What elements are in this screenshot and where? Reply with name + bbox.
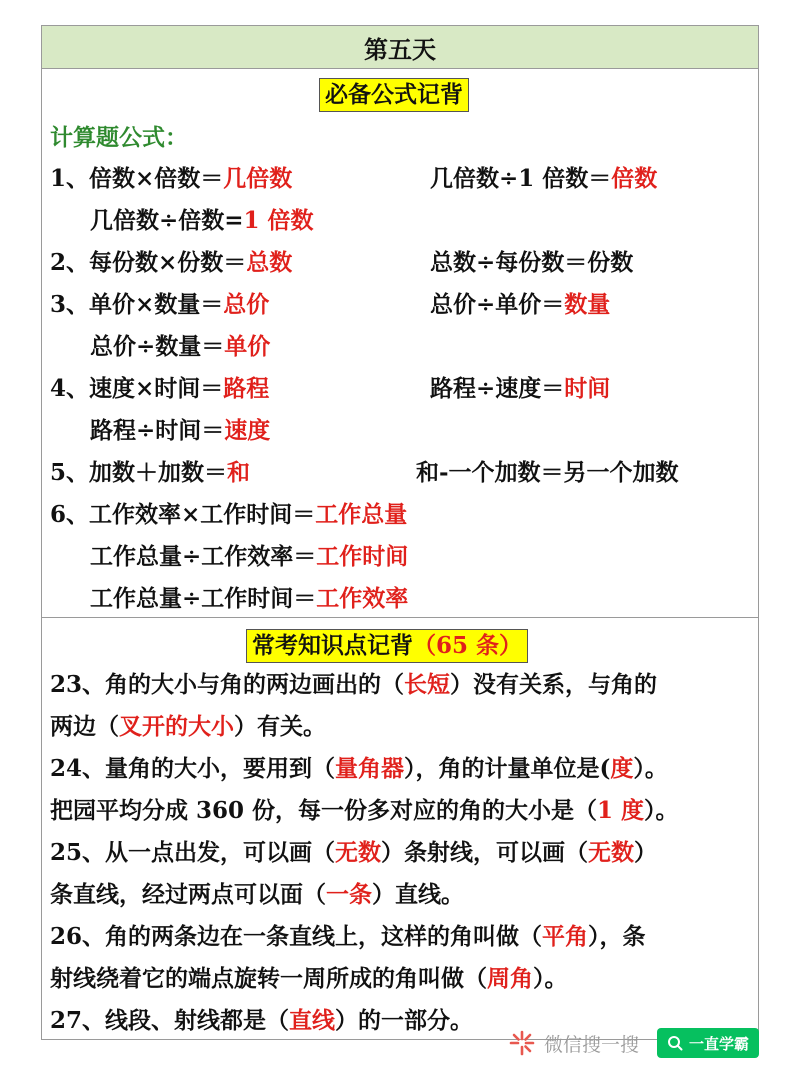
wechat-search-logo-icon (508, 1029, 536, 1057)
knowledge-item-25a: 25、从一点出发，可以画（无数）条射线，可以画（无数） (50, 839, 658, 866)
knowledge-item-24b: 把园平均分成 360 份，每一份多对应的角的大小是（1 度）。 (50, 797, 679, 824)
formula-line-3b: 总价÷数量＝单价 (90, 333, 271, 360)
knowledge-item-26b: 射线绕着它的端点旋转一周所成的角叫做（周角）。 (50, 965, 568, 992)
wechat-search-watermark (508, 1027, 759, 1059)
search-button-label: 一直学霸 (689, 1034, 750, 1053)
search-icon (667, 1035, 683, 1051)
knowledge-item-26a: 26、角的两条边在一条直线上，这样的角叫做（平角），条 (50, 923, 646, 950)
knowledge-item-23b: 两边（叉开的大小）有关。 (50, 713, 326, 740)
formula-line-5: 5、加数＋加数＝和 (50, 459, 251, 486)
knowledge-item-27: 27、线段、射线都是（直线）的一部分。 (50, 1007, 474, 1034)
formula-line-6: 6、工作效率×工作时间＝工作总量 (50, 501, 408, 528)
formula-line-6c: 工作总量÷工作时间＝工作效率 (90, 585, 409, 612)
formula-line-4: 4、速度×时间＝路程 (50, 375, 270, 402)
formula-line-3: 3、单价×数量＝总价 (50, 291, 270, 318)
content-page (41, 25, 759, 1040)
knowledge-item-25b: 条直线，经过两点可以面（一条）直线。 (50, 881, 464, 908)
section-divider (42, 617, 758, 618)
formula-line-1-right: 几倍数÷1 倍数＝倍数 (430, 165, 658, 192)
knowledge-item-24a: 24、量角的大小，要用到（量角器），角的计量单位是(度）。 (50, 755, 668, 782)
knowledge-item-23a: 23、角的大小与角的两边画出的（长短）没有关系，与角的 (50, 671, 658, 698)
formula-line-2: 2、每份数×份数＝总数 (50, 249, 293, 276)
formula-line-3-right: 总价÷单价＝数量 (430, 291, 611, 318)
formula-line-4-right: 路程÷速度＝时间 (430, 375, 611, 402)
formula-section-title: 必备公式记背 (319, 78, 469, 112)
formula-line-5-right: 和-一个加数＝另一个加数 (416, 459, 679, 486)
formula-subtitle: 计算题公式： (50, 124, 188, 151)
watermark-brand: 微信搜一搜 (544, 1033, 640, 1056)
formula-line-1b: 几倍数÷倍数=1 倍数 (90, 207, 314, 234)
knowledge-section-title: 常考知识点记背（65 条） (246, 629, 528, 663)
formula-line-1: 1、倍数×倍数＝几倍数 (50, 165, 293, 192)
day-title: 第五天 (364, 34, 436, 64)
formula-line-4b: 路程÷时间＝速度 (90, 417, 271, 444)
formula-line-6b: 工作总量÷工作效率＝工作时间 (90, 543, 409, 570)
day-header (42, 26, 758, 69)
formula-line-2-right: 总数÷每份数＝份数 (430, 249, 634, 276)
search-button[interactable] (657, 1028, 759, 1058)
